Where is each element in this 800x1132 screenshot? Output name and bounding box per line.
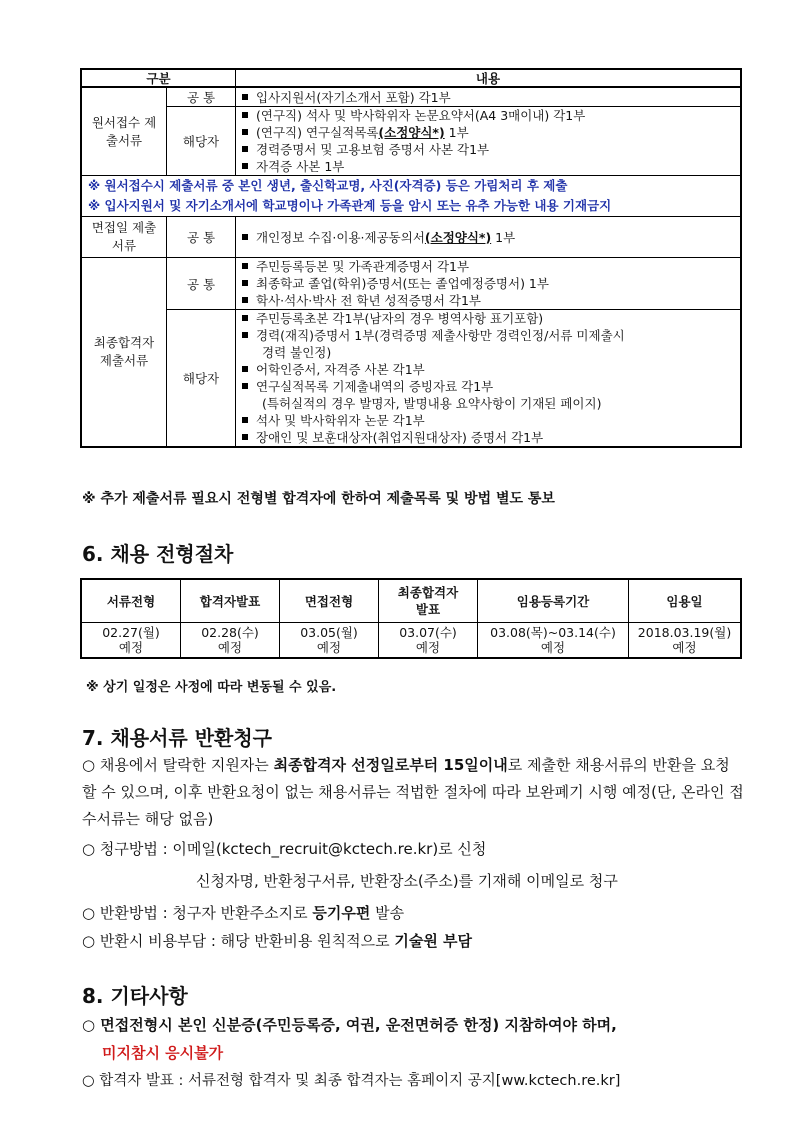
list-item: 최종학교 졸업(학위)증명서(또는 졸업예정증명서) 1부 — [242, 275, 736, 292]
schedule-header: 합격자발표 — [181, 579, 280, 623]
final-applicant-items — [236, 310, 742, 448]
list-item: (연구직) 연구실적목록(소정양식*) 1부 — [242, 124, 736, 141]
table-header-category: 구분 — [81, 69, 236, 87]
schedule-header: 서류전형 — [81, 579, 181, 623]
bullet-icon — [242, 112, 248, 118]
id-requirement: ○ 면접전형시 본인 신분증(주민등록증, 여권, 운전면허증 한정) 지참하여야 하며, — [82, 1016, 617, 1034]
common-label: 공 통 — [167, 258, 236, 310]
schedule-table — [80, 578, 742, 659]
final-common-items — [236, 258, 742, 310]
list-item: 경력(재직)증명서 1부(경력증명 제출사항만 경력인정/서류 미제출시 — [242, 327, 736, 344]
list-item: 경력증명서 및 고용보험 증명서 사본 각1부 — [242, 141, 736, 158]
bullet-icon — [242, 297, 248, 303]
list-item: 주민등록등본 및 가족관계증명서 각1부 — [242, 258, 736, 275]
bullet-icon — [242, 163, 248, 169]
schedule-header: 최종합격자 발표 — [379, 579, 478, 623]
list-item: 어학인증서, 자격증 사본 각1부 — [242, 361, 736, 378]
list-item: 개인정보 수집·이용·제공동의서(소정양식*) 1부 — [236, 217, 742, 258]
list-item: 석사 및 박사학위자 논문 각1부 — [242, 412, 736, 429]
schedule-cell: 03.08(목)~03.14(수) 예정 — [478, 623, 629, 659]
notice-text: ※ 입사지원서 및 자기소개서에 학교명이나 가족관계 등을 암시 또는 유추 가능한 내용 기재금지 — [88, 198, 612, 213]
notice-text: ※ 원서접수시 제출서류 중 본인 생년, 출신학교명, 사진(자격증) 등은 가림처리 후 제출 — [88, 178, 568, 193]
list-item: 자격증 사본 1부 — [242, 158, 736, 175]
return-paragraph: ○ 채용에서 탈락한 지원자는 최종합격자 선정일로부터 15일이내로 제출한 채용서류의 반환을 요청할 수 있으며, 이후 반환요청이 없는 채용서류는 적법한 절차에 따라 보완폐기 시행 예정(단, 온라인 접수서류는 해당 없음) — [82, 756, 744, 828]
bullet-icon — [242, 94, 248, 100]
schedule-cell: 2018.03.19(월) 예정 — [629, 623, 742, 659]
schedule-note: ※ 상기 일정은 사정에 따라 변동될 수 있음. — [86, 680, 337, 695]
table-header-content: 내용 — [236, 69, 742, 87]
schedule-header: 면접전형 — [280, 579, 379, 623]
bullet-icon — [242, 280, 248, 286]
return-method: ○ 반환방법 : 청구자 반환주소지로 등기우편 발송 — [82, 904, 405, 922]
submission-documents-table — [80, 68, 742, 448]
bullet-icon — [242, 417, 248, 423]
list-item: 연구실적목록 기제출내역의 증빙자료 각1부 — [242, 378, 736, 395]
schedule-cell: 03.05(월) 예정 — [280, 623, 379, 659]
common-label: 공 통 — [167, 87, 236, 107]
schedule-header: 임용일 — [629, 579, 742, 623]
request-method: ○ 청구방법 : 이메일(kctech_recruit@kctech.re.kr)로 신청 — [82, 840, 487, 858]
notice-row — [81, 176, 741, 217]
bullet-icon — [242, 366, 248, 372]
section-8-title: 8. 기타사항 — [82, 984, 188, 1008]
application-applicant-items — [236, 107, 742, 176]
list-item-continued: (특허실적의 경우 발명자, 발명내용 요약사항이 기재된 페이지) — [262, 396, 602, 411]
bullet-icon — [242, 383, 248, 389]
schedule-cell: 02.28(수) 예정 — [181, 623, 280, 659]
schedule-cell: 02.27(월) 예정 — [81, 623, 181, 659]
section-6-title: 6. 채용 전형절차 — [82, 542, 234, 566]
list-item: 학사·석사·박사 전 학년 성적증명서 각1부 — [242, 292, 736, 309]
category-final: 최종합격자 제출서류 — [81, 258, 167, 448]
category-interview: 면접일 제출서류 — [81, 217, 167, 258]
bullet-icon — [242, 315, 248, 321]
bullet-icon — [242, 129, 248, 135]
bullet-icon — [242, 434, 248, 440]
schedule-cell: 03.07(수) 예정 — [379, 623, 478, 659]
return-cost: ○ 반환시 비용부담 : 해당 반환비용 원칙적으로 기술원 부담 — [82, 932, 473, 950]
common-label: 공 통 — [167, 217, 236, 258]
id-requirement-warning: 미지참시 응시불가 — [102, 1044, 224, 1062]
list-item: 입사지원서(자기소개서 포함) 각1부 — [236, 87, 742, 107]
bullet-icon — [242, 332, 248, 338]
list-item: 주민등록초본 각1부(남자의 경우 병역사항 표기포함) — [242, 310, 736, 327]
category-application: 원서접수 제출서류 — [81, 87, 167, 176]
section-7-title: 7. 채용서류 반환청구 — [82, 726, 272, 750]
applicant-label: 해당자 — [167, 107, 236, 176]
list-item-continued: 경력 불인정) — [262, 345, 332, 360]
extra-documents-note: ※ 추가 제출서류 필요시 전형별 합격자에 한하여 제출목록 및 방법 별도 통보 — [82, 491, 555, 507]
result-announcement: ○ 합격자 발표 : 서류전형 합격자 및 최종 합격자는 홈페이지 공지[ww.kctech.re.kr] — [82, 1073, 621, 1089]
list-item: 장애인 및 보훈대상자(취업지원대상자) 증명서 각1부 — [242, 429, 736, 446]
bullet-icon — [242, 146, 248, 152]
bullet-icon — [242, 234, 248, 240]
schedule-header: 임용등록기간 — [478, 579, 629, 623]
list-item: (연구직) 석사 및 박사학위자 논문요약서(A4 3매이내) 각1부 — [242, 107, 736, 124]
bullet-icon — [242, 263, 248, 269]
applicant-label: 해당자 — [167, 310, 236, 448]
request-method-detail: 신청자명, 반환청구서류, 반환장소(주소)를 기재해 이메일로 청구 — [196, 872, 618, 890]
